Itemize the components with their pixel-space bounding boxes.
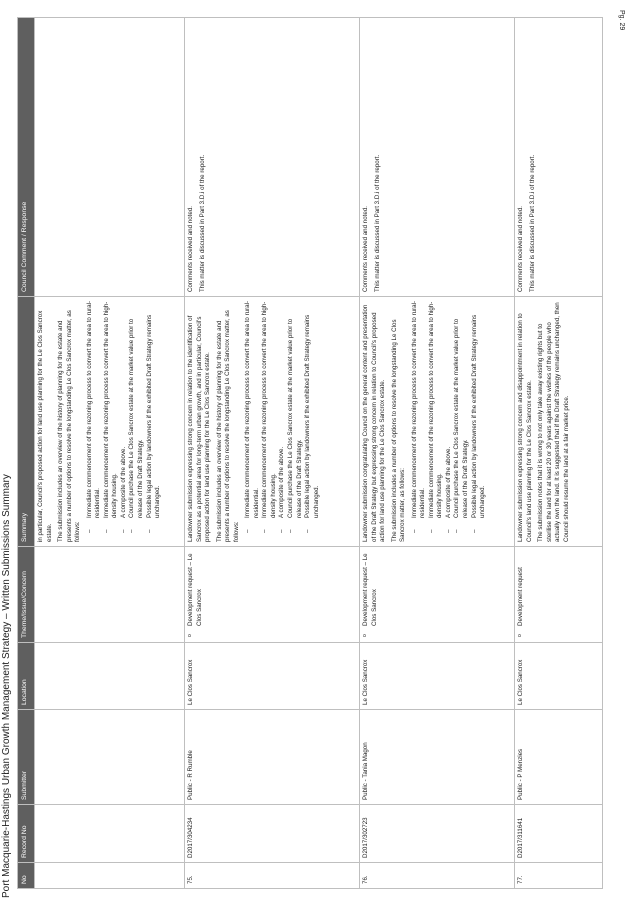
- option-item: – Possible legal action by landowners if the exhibited Draft Strategy remains unchanged.: [146, 301, 163, 518]
- option-item: – Possible legal action by landowners if the exhibited Draft Strategy remains unchanged.: [471, 301, 488, 518]
- summary-paragraph: The submission includes a number of options to resolve the longstanding Le Clos Sancrox matter, as follows:: [390, 319, 407, 542]
- page-number: Pg. 29: [618, 10, 625, 31]
- cell-submitter: Public - R Rumble: [185, 710, 360, 805]
- option-item: – Immediate commencement of the rezoning process to convert the area to high-density housing.: [261, 301, 278, 518]
- theme-item: o Development request: [517, 551, 526, 630]
- option-item: – Council purchase the Le Clos Sancrox estate at the market value prior to release of the Draft Strategy.: [453, 301, 470, 518]
- cell-submitter: Public - P Menzies: [515, 710, 603, 805]
- theme-item: o Development request – Le Clos Sancrox: [362, 551, 379, 630]
- cell-summary: [185, 297, 360, 547]
- cell-record-no: [35, 805, 185, 863]
- header-record-no: Record No: [18, 805, 35, 863]
- table-row: [515, 18, 603, 889]
- document-title: Port Macquarie-Hastings Urban Growth Management Strategy – Written Submissions Summary: [1, 474, 12, 898]
- option-item: – A composite of the above.: [278, 301, 287, 518]
- table-row-continuation: [35, 18, 185, 889]
- cell-theme: [515, 547, 603, 643]
- summary-paragraph: Landowner submission expressing strong concern in relation to the identification of Sancrox as a potential area for long-term urban growth, and in particular, Council's proposed action for land use planning for the Le Clos Sancrox estate.: [187, 315, 212, 542]
- option-item: – Immediate commencement of the rezoning process to convert the area to rural-residential.: [86, 301, 103, 518]
- summary-paragraph: The submission includes an overview of the history of planning for the estate and presents a number of options to resolve the longstanding Le Clos Sancrox matter, as follows:: [57, 310, 82, 542]
- summary-paragraph: The submission notes that it is wrong to not only take away existing rights but to sterilise the land for at least 20 or 30 years against the wishes of the people who actually own the land. It is suggested that if the Draft Strategy remains unchanged, then Council should resume the land at a fair market price.: [537, 302, 570, 542]
- cell-no: 75.: [185, 863, 360, 889]
- cell-no: 77.: [515, 863, 603, 889]
- response-paragraph: This matter is discussed in Part 3.D.i of the report.: [198, 154, 206, 292]
- option-item: – Council purchase the Le Clos Sancrox estate at the market value prior to release of the Draft Strategy.: [287, 301, 304, 518]
- option-item: – Immediate commencement of the rezoning process to convert the area to rural-residential.: [244, 301, 261, 518]
- cell-no: [35, 863, 185, 889]
- cell-summary: [35, 297, 185, 547]
- cell-location: Le Clos Sancrox: [515, 643, 603, 710]
- summary-paragraph: Landowner submission congratulating Council on the general content and presentation of the Draft Strategy but expressing strong concern in relation to Council's proposed action for land use planning for the Le Clos Sancrox estate.: [362, 304, 387, 542]
- cell-location: [35, 643, 185, 710]
- header-submitter: Submitter: [18, 710, 35, 805]
- cell-record-no: D2017/311641: [515, 805, 603, 863]
- cell-record-no: D2017/304234: [185, 805, 360, 863]
- cell-summary: [515, 297, 603, 547]
- response-paragraph: Comments received and noted.: [517, 206, 524, 292]
- cell-response: [35, 18, 185, 297]
- option-item: – A composite of the above.: [120, 301, 129, 518]
- response-paragraph: This matter is discussed in Part 3.D.i of the report.: [373, 154, 381, 292]
- cell-theme: [360, 547, 515, 643]
- summary-paragraph: The submission includes an overview of the history of planning for the estate and presents a number of options to resolve the longstanding Le Clos Sancrox matter, as follows:: [215, 310, 240, 542]
- rotated-table-wrapper: [17, 17, 603, 889]
- table-row: [360, 18, 515, 889]
- header-theme: Theme/Issue/Concern: [18, 547, 35, 643]
- option-item: – A composite of the above.: [445, 301, 454, 518]
- cell-submitter: Public - Tania Magon: [360, 710, 515, 805]
- option-item: – Immediate commencement of the rezoning process to convert the area to rural-residential.: [411, 301, 428, 518]
- header-location: Location: [18, 643, 35, 710]
- cell-theme: [35, 547, 185, 643]
- option-item: – Council purchase the Le Clos Sancrox estate at the market value prior to release of the Draft Strategy.: [128, 301, 145, 518]
- header-response: Council Comment / Response: [18, 18, 35, 297]
- cell-theme: [185, 547, 360, 643]
- table-row: [185, 18, 360, 889]
- summary-paragraph: in particular, Council's proposed action for land use planning for the Le Clos Sancrox estate.: [37, 310, 53, 542]
- option-item: – Immediate commencement of the rezoning process to convert the area to high-density housing.: [428, 301, 445, 518]
- header-no: No: [18, 863, 35, 889]
- response-paragraph: Comments received and noted.: [362, 206, 369, 292]
- response-paragraph: This matter is discussed in Part 3.D.i of the report.: [528, 154, 536, 292]
- theme-item: o Development request – Le Clos Sancrox: [187, 551, 204, 630]
- option-item: – Immediate commencement of the rezoning process to convert the area to high-density housing.: [103, 301, 120, 518]
- cell-no: 76.: [360, 863, 515, 889]
- cell-response: [360, 18, 515, 297]
- summary-paragraph: Landowner submission expressing strong concern and disappointment in relation to Council's land use planning for the Le Clos Sancrox estate.: [517, 313, 533, 542]
- cell-record-no: D2017/302723: [360, 805, 515, 863]
- cell-submitter: [35, 710, 185, 805]
- submissions-table: [17, 17, 603, 889]
- option-item: – Possible legal action by landowners if the exhibited Draft Strategy remains unchanged.: [304, 301, 321, 518]
- cell-summary: [360, 297, 515, 547]
- cell-location: Le Clos Sancrox: [185, 643, 360, 710]
- cell-location: Le Clos Sancrox: [360, 643, 515, 710]
- table-header-row: [18, 18, 35, 889]
- cell-response: [185, 18, 360, 297]
- response-paragraph: Comments received and noted.: [187, 206, 194, 292]
- header-summary: Summary: [18, 297, 35, 547]
- cell-response: [515, 18, 603, 297]
